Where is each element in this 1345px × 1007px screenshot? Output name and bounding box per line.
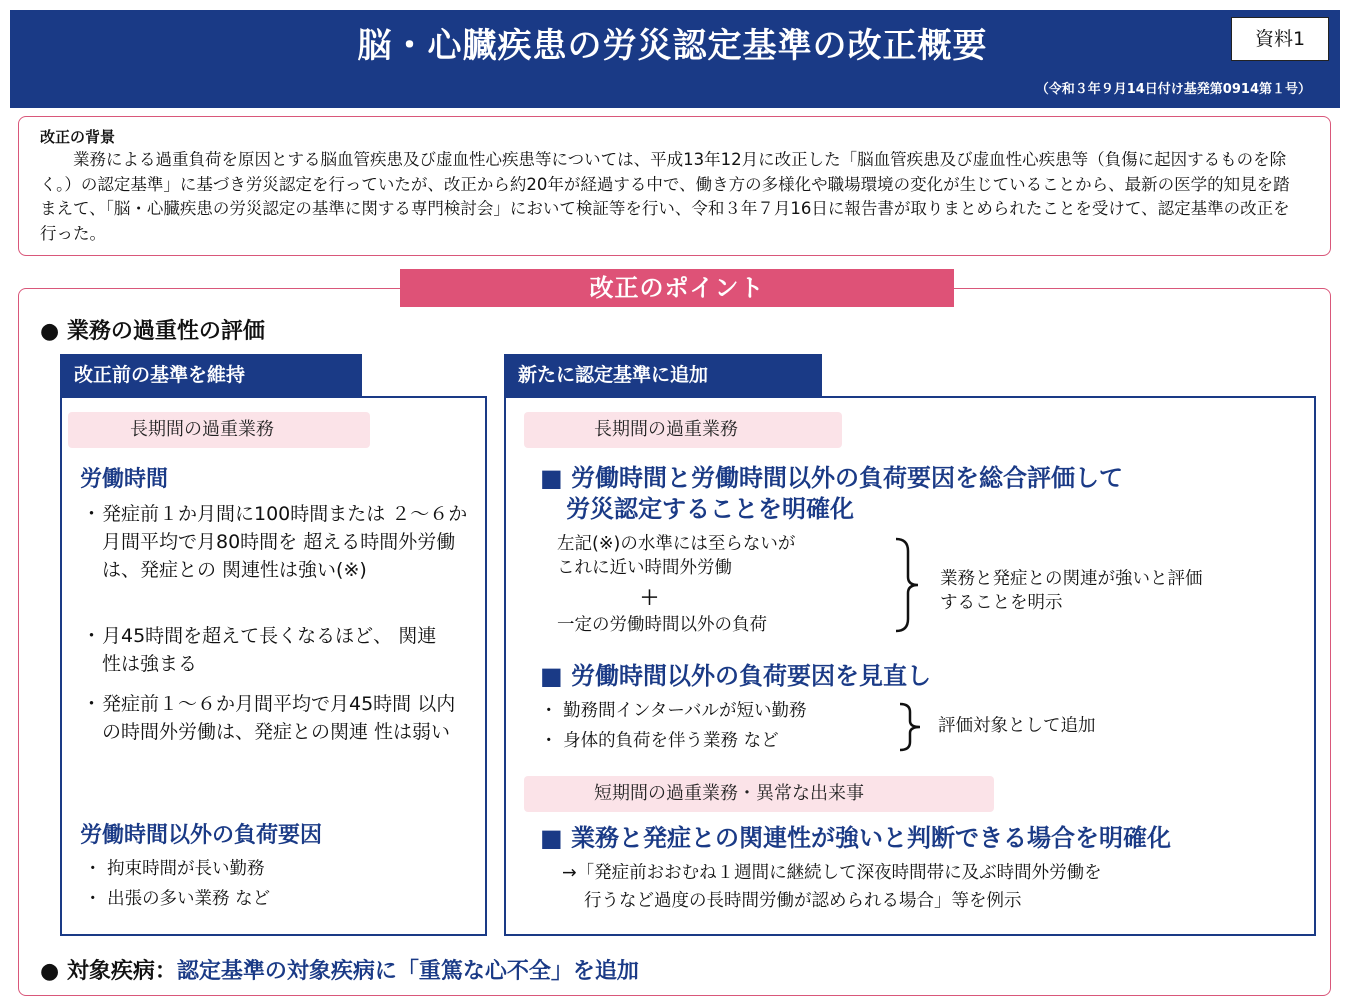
target-disease-label: ● 対象疾病： [40,959,177,984]
comprehensive-eval-heading-2: 労災認定することを明確化 [566,495,854,523]
non-hours-factors-heading: 労働時間以外の負荷要因 [80,823,323,848]
target-disease-heading [40,954,639,985]
background-heading: 改正の背景 [40,128,116,146]
brace-icon [892,537,922,633]
condition-line-3: 一定の労働時間以外の負荷 [557,615,767,635]
list-item: ・ 出張の多い業務 など [84,889,271,909]
right-pink-label-long: 長期間の過重業務 [524,412,842,448]
bullet-dot: ・ [82,503,102,525]
right-pink-label-short: 短期間の過重業務・異常な出来事 [524,776,994,812]
target-disease-text: 認定基準の対象疾病に「重篤な心不全」を追加 [176,959,639,984]
example-line-2: 行うなど過度の長時間労働が認められる場合」等を例示 [584,891,1022,911]
working-hours-heading: 労働時間 [80,467,169,492]
background-text: 業務による過重負荷を原因とする脳血管疾患及び虚血性心疾患等については、平成13年12月に改正した「脳血管疾患及び虚血性心疾患等（負傷に起因するものを除く。）の認定基準」に基づき労災認定を行っていたが、改正から約20年が経過する中で、働き方の多様化や職場環境の変化が生じていることから、最新の医学的知見を踏まえて、「脳・心臓疾患の労災認定の基準に関する専門検討会」において検証等を行い、令和３年７月16日に報告書が取りまとめられたことを受けて、認定基準の改正を行った。 [40,150,1290,243]
points-banner: 改正のポイント [400,269,954,307]
short-term-heading: ■ 業務と発症との関連性が強いと判断できる場合を明確化 [540,824,1172,852]
condition-line-1: 左記(※)の水準には至らないが [557,534,796,554]
bullet-dot: ・ [82,693,102,715]
list-item: ・ 拘束時間が長い勤務 [84,859,265,879]
result-line-2: することを明示 [940,593,1063,613]
right-tab: 新たに認定基準に追加 [504,354,822,398]
comprehensive-eval-heading: ■ 労働時間と労働時間以外の負荷要因を総合評価して [540,464,1124,492]
list-item: ・ 身体的負荷を伴う業務 など [540,731,779,751]
example-line-1: →「発症前おおむね１週間に継続して深夜時間帯に及ぶ時間外労働を [562,863,1102,883]
page-title: 脳・心臓疾患の労災認定基準の改正概要 [357,26,988,66]
bullet-text: 月45時間を超えて長くなるほど、 関連性は強まる [102,625,437,675]
notice-number: （令和３年９月14日付け基発第0914第１号） [1035,82,1311,97]
result-added: 評価対象として追加 [938,716,1096,736]
review-factors-heading: ■ 労働時間以外の負荷要因を見直し [540,662,932,690]
list-item [82,690,472,746]
bullet-dot: ・ [82,625,102,647]
list-item [82,622,452,678]
plus-sign: ＋ [640,587,660,609]
left-tab: 改正前の基準を維持 [60,354,362,398]
section-workload-heading: ● 業務の過重性の評価 [40,319,265,344]
condition-line-2: これに近い時間外労働 [557,558,732,578]
bullet-text: 発症前１か月間に100時間または ２～６か月間平均で月80時間を 超える時間外労働は、発症との 関連性は強い(※) [102,503,468,581]
brace-icon [896,702,926,752]
result-line-1: 業務と発症との関連が強いと評価 [940,569,1203,589]
list-item [82,500,472,584]
bullet-text: 発症前１～６か月間平均で月45時間 以内の時間外労働は、発症との関連 性は弱い [102,693,456,743]
left-pink-label: 長期間の過重業務 [68,412,370,448]
document-label: 資料1 [1231,17,1329,61]
list-item: ・ 勤務間インターバルが短い勤務 [540,701,807,721]
